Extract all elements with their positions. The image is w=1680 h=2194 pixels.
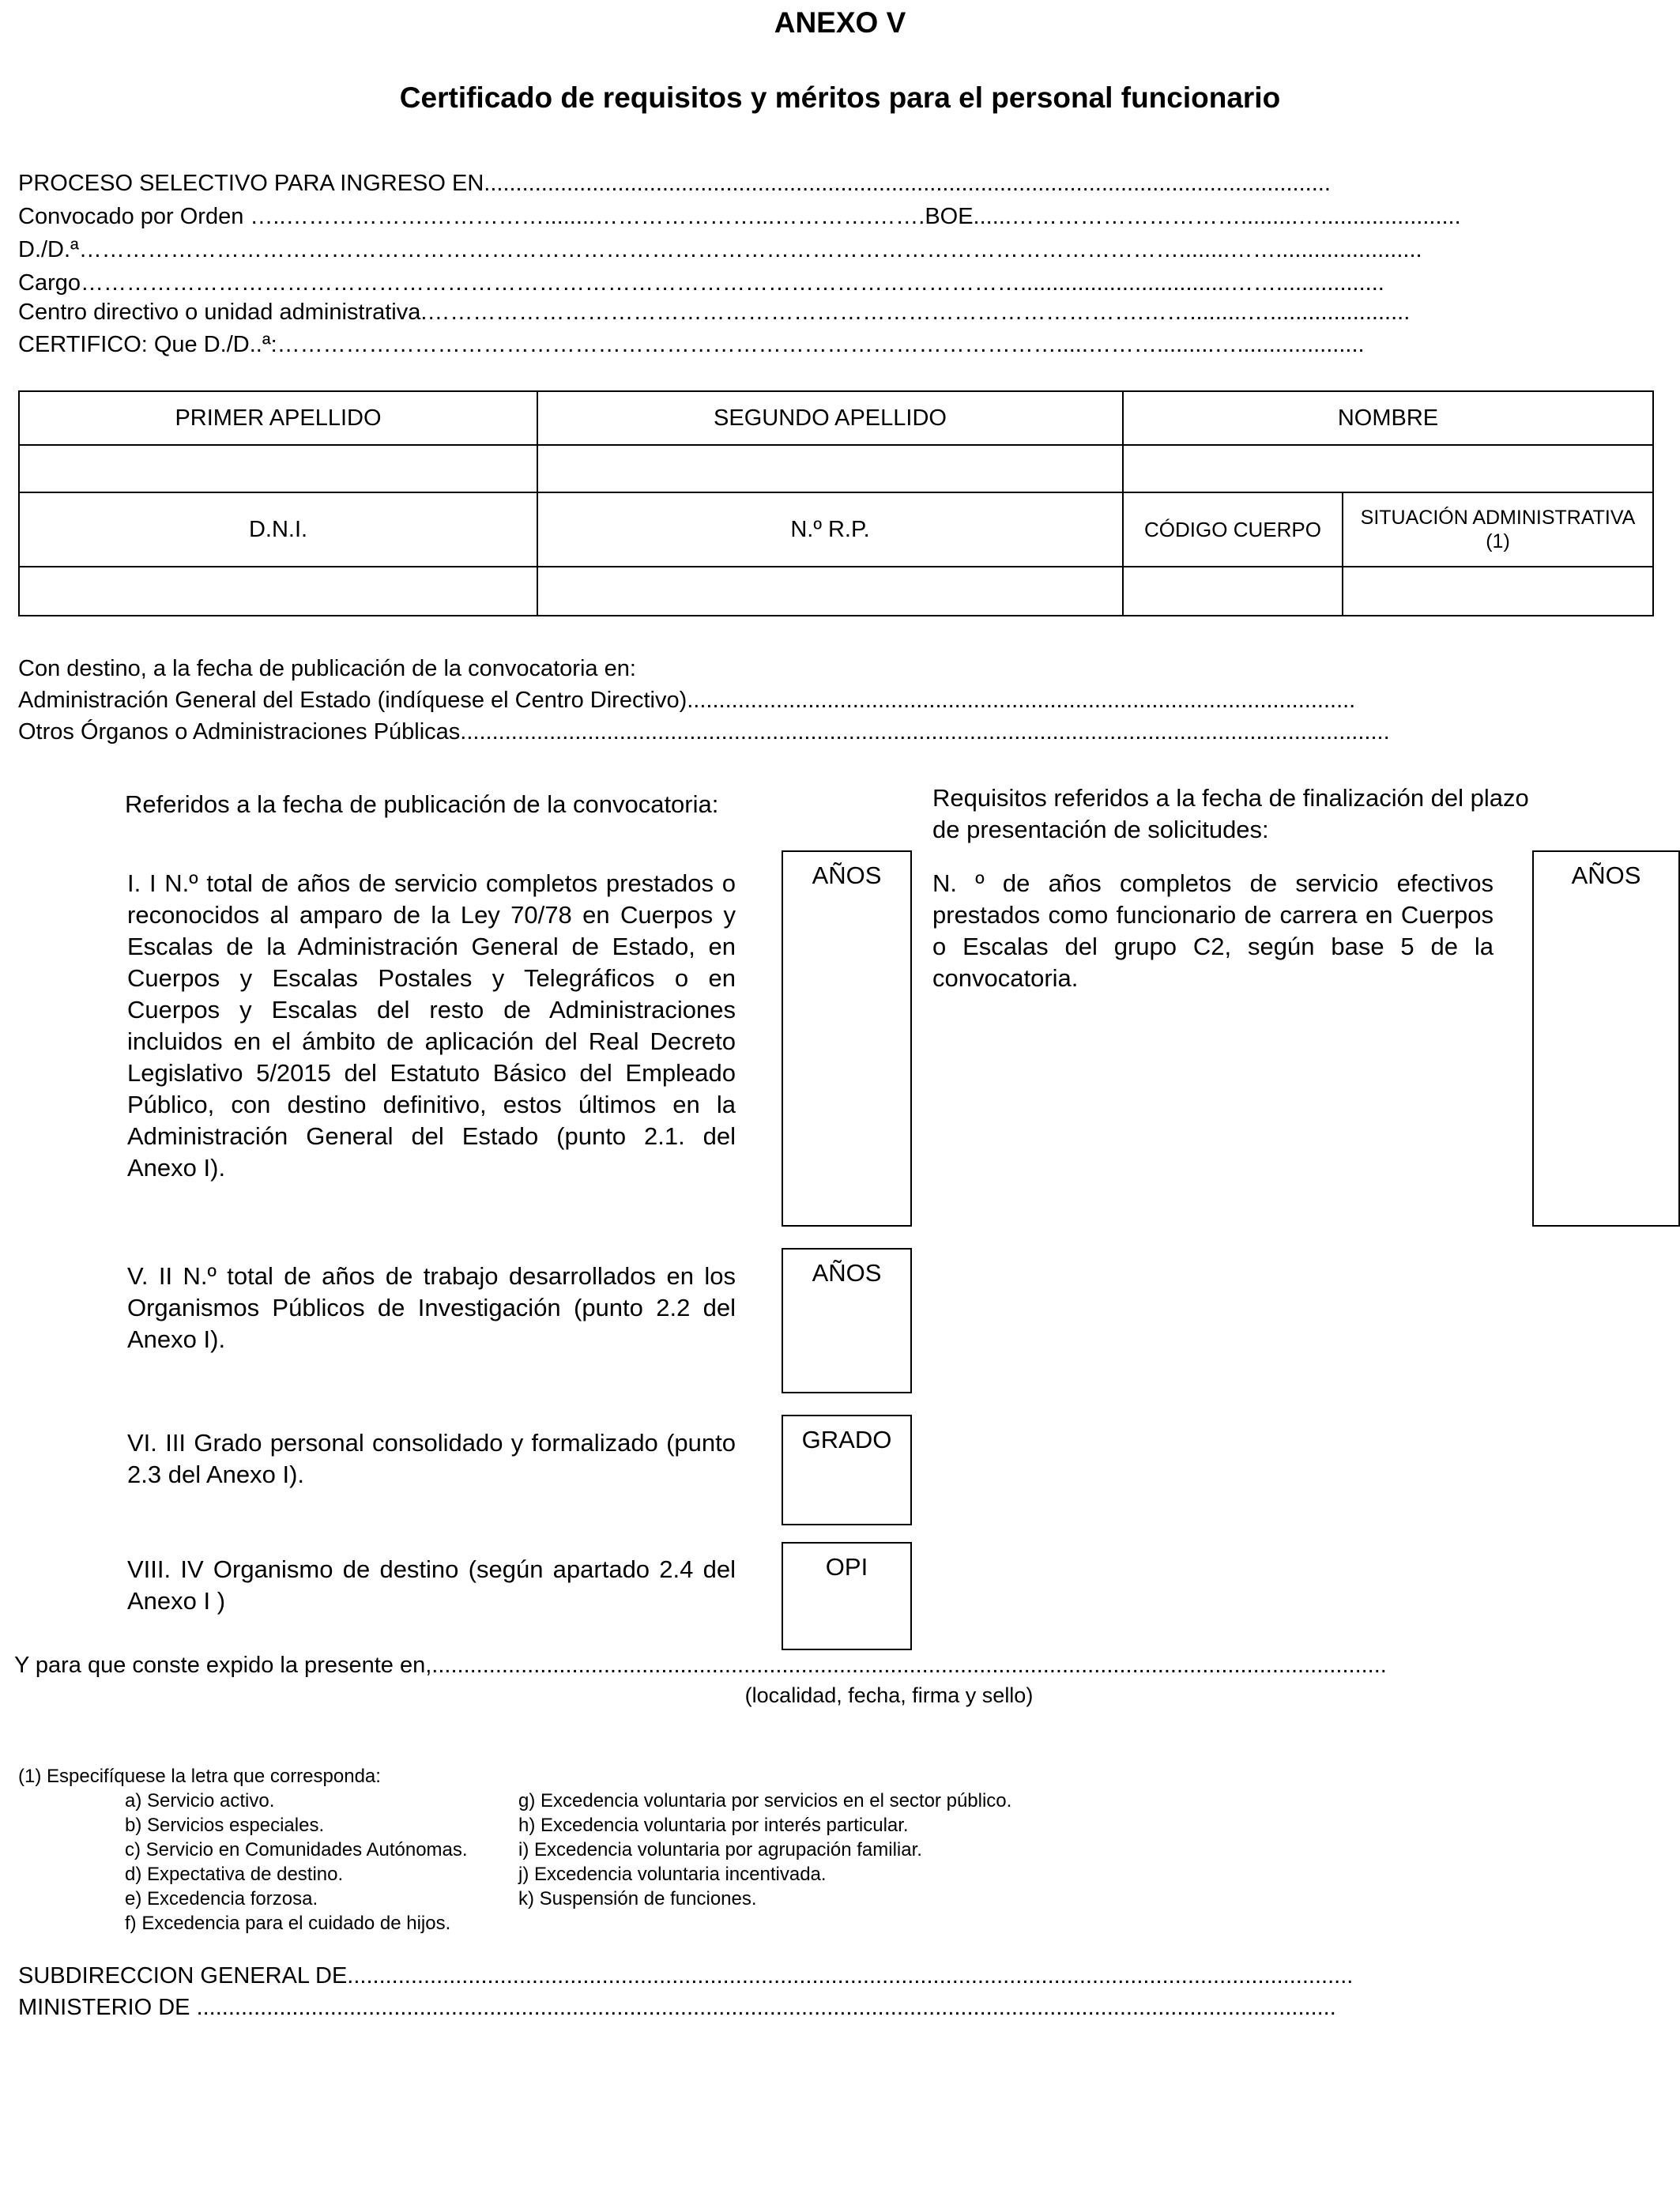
footnote-item: e) Excedencia forzosa.	[125, 1888, 318, 1909]
footnote-item: i) Excedencia voluntaria por agrupación familiar.	[518, 1839, 922, 1860]
proceso-selectivo-field[interactable]: PROCESO SELECTIVO PARA INGRESO EN.....................................................................................................................................	[18, 171, 1331, 196]
cargo-field[interactable]: Cargo…………………………………………………………………………………………………………….................................…….................	[18, 270, 1384, 296]
header-nrp: N.º R.P.	[537, 492, 1123, 567]
centro-directivo-field[interactable]: Centro directivo o unidad administrativa.………………………………………………………………………………….…….........…......................	[18, 300, 1411, 325]
footnote-left-list	[125, 1789, 468, 1936]
destino-age-field[interactable]: Administración General del Estado (indíquese el Centro Directivo).........................................................................................................	[18, 688, 1356, 713]
footnote-item: g) Excedencia voluntaria por servicios en el sector público.	[518, 1790, 1012, 1811]
footnote-item: a) Servicio activo.	[125, 1790, 275, 1811]
merit-item-2-box[interactable]: AÑOS	[782, 1248, 912, 1393]
footnote-item: h) Excedencia voluntaria por interés particular.	[518, 1815, 909, 1836]
annex-title: ANEXO V	[774, 6, 906, 39]
convocado-por-orden-field[interactable]: Convocado por Orden …..……………….……………........…………………...………….…….BOE......………………………….........…......................	[18, 204, 1461, 229]
footnote-item: f) Excedencia para el cuidado de hijos.	[125, 1913, 451, 1934]
merit-item-4-text: VIII. IV Organismo de destino (según apartado 2.4 del Anexo I )	[127, 1555, 736, 1615]
merit-item-2-text: V. II N.º total de años de trabajo desarrollados en los Organismos Públicos de Investigación (punto 2.2 del Anexo I).	[127, 1262, 736, 1353]
header-dni: D.N.I.	[19, 492, 537, 567]
expido-caption: (localidad, fecha, firma y sello)	[744, 1683, 1034, 1707]
footnote-right-list	[518, 1789, 1011, 1911]
expido-field[interactable]: Y para que conste expido la presente en,......................................................................................................................................................	[14, 1653, 1387, 1678]
destino-otros-field[interactable]: Otros Órganos o Administraciones Públicas..................................................................................................................................................	[18, 719, 1390, 745]
merit-item-1-text: I. I N.º total de años de servicio completos prestados o reconocidos al amparo de la Ley 70/78 en Cuerpos y Escalas de la Administración General de Estado, en Cuerpos y Escalas Postales y Telegráficos o en Cuerpos y Escalas del resto de Administraciones incluidos en el ámbito de aplicación del Real Decreto Legislativo 5/2015 del Estatuto Básico del Empleado Público, con destino definitivo, estos últimos en la Administración General del Estado (punto 2.1. del Anexo I).	[127, 869, 736, 1182]
dd-field[interactable]: D./D.ª………………………………………………………………………………………………………………………………........…….......................	[18, 237, 1422, 262]
nrp-cell[interactable]	[537, 567, 1123, 616]
requisito-text: N. º de años completos de servicio efectivos prestados como funcionario de carrera en Cuerpos o Escalas del grupo C2, según base 5 de la convocatoria.	[932, 869, 1494, 992]
footnote-item: c) Servicio en Comunidades Autónomas.	[125, 1839, 468, 1860]
situacion-administrativa-cell[interactable]	[1343, 567, 1653, 616]
footnote-item: k) Suspensión de funciones.	[518, 1888, 757, 1909]
right-column-heading: Requisitos referidos a la fecha de finalización del plazo de presentación de solicitudes:	[932, 784, 1529, 843]
header-situacion-administrativa: SITUACIÓN ADMINISTRATIVA (1)	[1343, 492, 1653, 567]
header-primer-apellido: PRIMER APELLIDO	[19, 391, 537, 445]
dni-cell[interactable]	[19, 567, 537, 616]
primer-apellido-cell[interactable]	[19, 445, 537, 492]
nombre-cell[interactable]	[1123, 445, 1653, 492]
document-title: Certificado de requisitos y méritos para el personal funcionario	[399, 81, 1281, 114]
identification-table	[18, 390, 1654, 616]
header-segundo-apellido: SEGUNDO APELLIDO	[537, 391, 1123, 445]
requisito-box[interactable]: AÑOS	[1532, 850, 1680, 1227]
footnote-title: (1) Especifíquese la letra que corresponda:	[18, 1766, 381, 1787]
merit-item-4-box[interactable]: OPI	[782, 1542, 912, 1650]
merit-item-3-box[interactable]: GRADO	[782, 1415, 912, 1525]
ministerio-field[interactable]: MINISTERIO DE ...................................................................................................................................................................................	[18, 1995, 1336, 2020]
segundo-apellido-cell[interactable]	[537, 445, 1123, 492]
subdireccion-field[interactable]: SUBDIRECCION GENERAL DE..............................................................................................................................................................	[18, 1963, 1354, 1989]
destino-intro: Con destino, a la fecha de publicación de la convocatoria en:	[18, 656, 636, 681]
merit-item-1-box[interactable]: AÑOS	[782, 850, 912, 1227]
header-nombre: NOMBRE	[1123, 391, 1653, 445]
codigo-cuerpo-cell[interactable]	[1123, 567, 1343, 616]
footnote-item: j) Excedencia voluntaria incentivada.	[518, 1864, 827, 1885]
footnote-item: b) Servicios especiales.	[125, 1815, 325, 1836]
certifico-field[interactable]: CERTIFICO: Que D./D..ª:………………………………………………………………………………………….....……….........…....................	[18, 332, 1365, 357]
header-codigo-cuerpo: CÓDIGO CUERPO	[1123, 492, 1343, 567]
left-column-heading: Referidos a la fecha de publicación de la convocatoria:	[125, 790, 719, 818]
merit-item-3-text: VI. III Grado personal consolidado y formalizado (punto 2.3 del Anexo I).	[127, 1429, 736, 1488]
footnote-item: d) Expectativa de destino.	[125, 1864, 344, 1885]
